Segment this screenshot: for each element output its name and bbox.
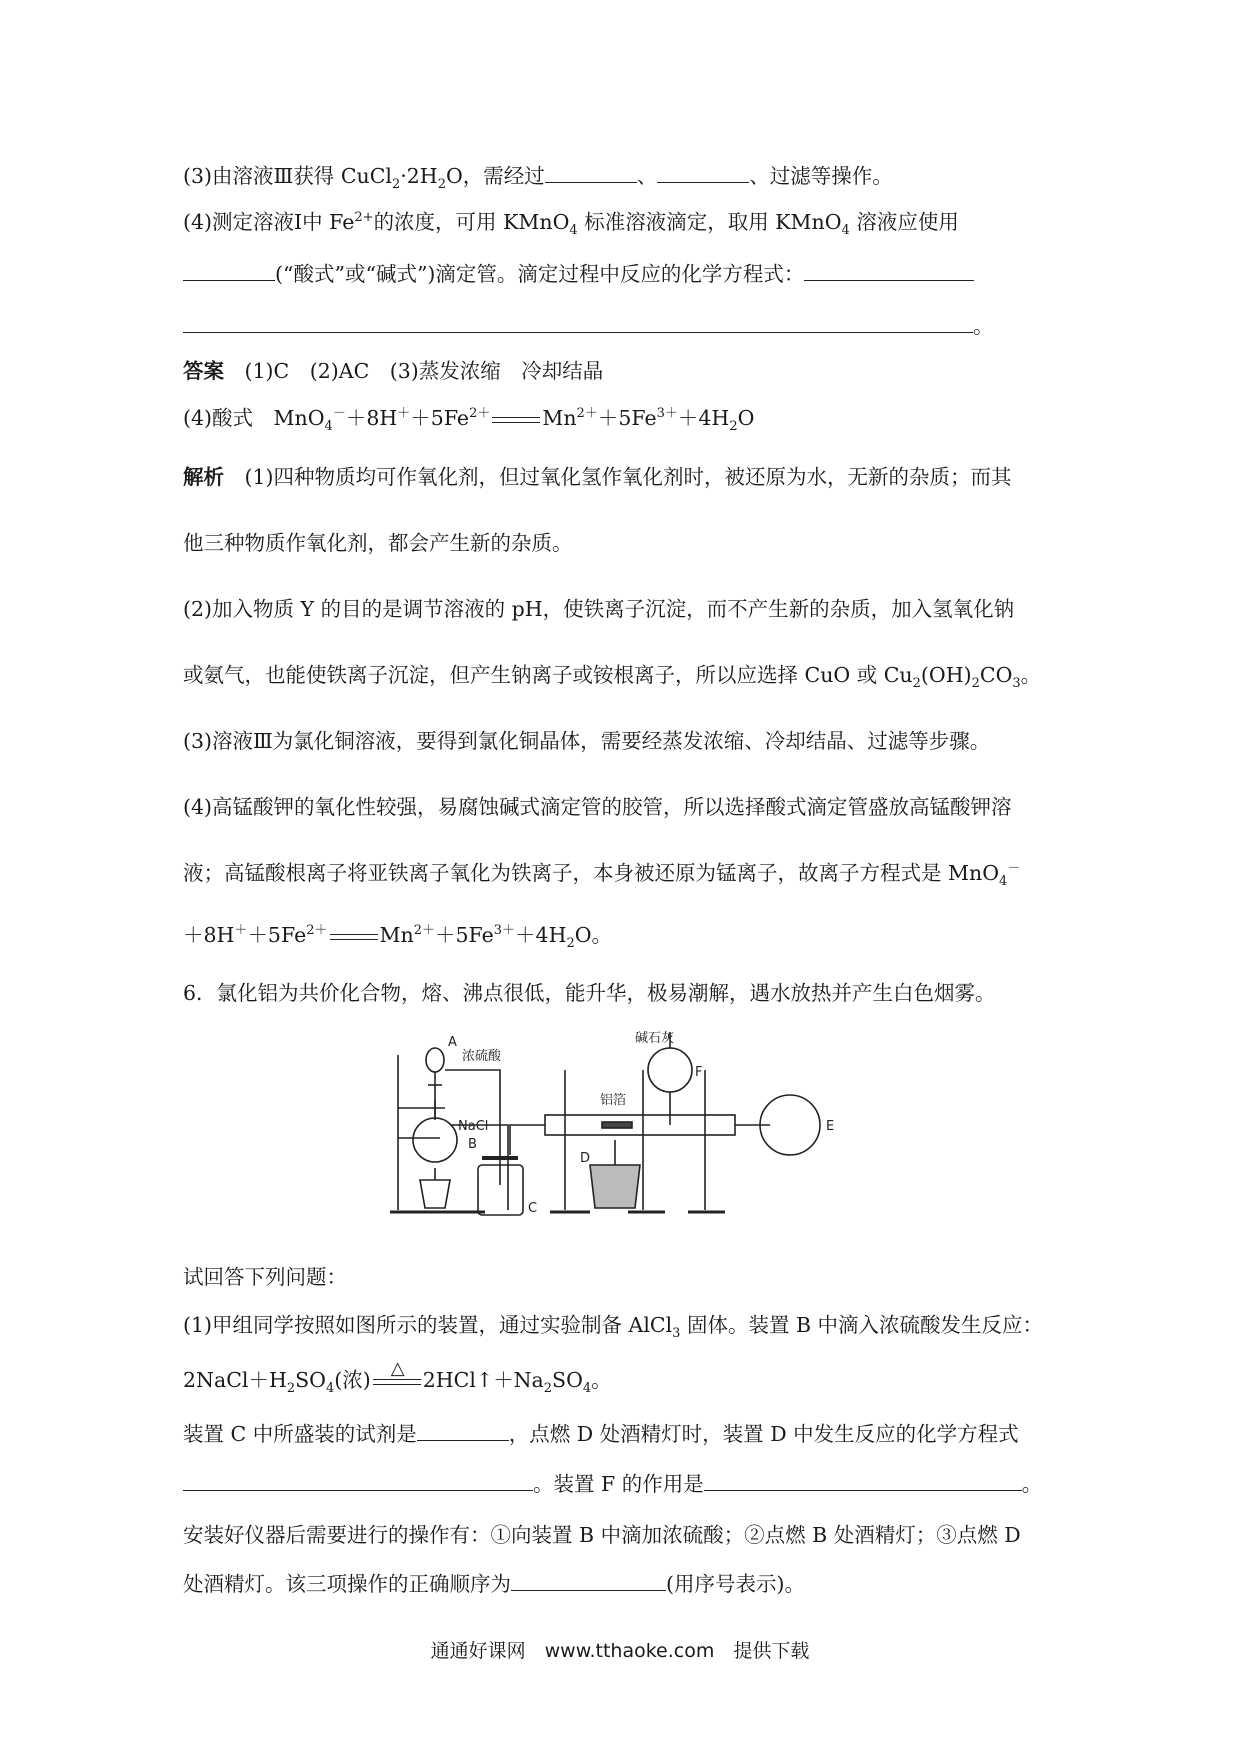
analysis-text: 液；高锰酸根离子将亚铁离子氧化为铁离子，本身被还原为锰离子，故离子方程式是 MnO <box>183 861 1000 885</box>
questions-text: (用序号表示)。 <box>666 1572 805 1596</box>
questions-text: 。 <box>1021 1472 1043 1496</box>
analysis-text: CO <box>979 663 1013 687</box>
answer-text: (1)C (2)AC (3)蒸发浓缩 冷却结晶 <box>244 359 604 383</box>
equals-sign <box>328 932 380 942</box>
answer-blank[interactable] <box>657 160 749 183</box>
answer-line2 <box>183 403 754 433</box>
analysis-text: (1)四种物质均可作氧化剂，但过氧化氢作氧化剂时，被还原为水，无新的杂质；而其 <box>244 465 1012 489</box>
answer-text: ＋8H <box>345 406 398 430</box>
label-NaCl: NaCl <box>458 1119 489 1134</box>
label-A: A <box>448 1035 457 1050</box>
answer-blank[interactable] <box>417 1418 509 1441</box>
analysis-text: 或氨气，也能使铁离子沉淀，但产生钠离子或铵根离子，所以应选择 CuO 或 Cu <box>183 663 913 687</box>
questions-text: 处酒精灯。该三项操作的正确顺序为 <box>183 1572 511 1596</box>
question-4-line3 <box>183 310 994 341</box>
label-C: C <box>528 1201 538 1216</box>
equals-sign <box>490 415 542 425</box>
analysis-p4a <box>183 792 1012 822</box>
sub: 4 <box>324 419 333 435</box>
sub: 3 <box>1012 676 1021 692</box>
sub: 4 <box>582 1381 592 1397</box>
answer-text: ＋5Fe <box>597 406 657 430</box>
analysis-text: ＋4H <box>515 923 567 947</box>
analysis-p1a <box>183 462 1012 492</box>
apparatus-figure <box>390 1030 890 1230</box>
analysis-p4b <box>183 858 1020 888</box>
sub: 4 <box>325 1381 335 1397</box>
drying-tube-F <box>648 1048 692 1092</box>
label-D: D <box>580 1151 591 1166</box>
answer-blank[interactable] <box>545 160 637 183</box>
sub: 3 <box>672 1326 681 1342</box>
analysis-text: (2)加入物质 Y 的目的是调节溶液的 pH，使铁离子沉淀，而不产生新的杂质，加入氢氧化钠 <box>183 597 1015 621</box>
q4-text: 。 <box>973 314 994 338</box>
sup: － <box>1007 861 1021 877</box>
sup: 3＋ <box>656 406 678 422</box>
questions-text: 安装好仪器后需要进行的操作有：①向装置 B 中滴加浓硫酸；②点燃 B 处酒精灯；③点燃 D <box>183 1523 1021 1547</box>
questions-text: ，点燃 D 处酒精灯时，装置 D 中发生反应的化学方程式 <box>508 1422 1019 1446</box>
label-foil: 铝箔 <box>600 1093 627 1108</box>
answer-text: O <box>737 406 755 430</box>
questions-text: SO <box>295 1368 326 1392</box>
q3-text: ·2H <box>400 164 438 188</box>
al-foil <box>602 1122 632 1128</box>
q4-text: 标准溶液滴定，取用 KMnO <box>577 210 842 234</box>
sup: 2＋ <box>576 406 598 422</box>
answer-blank[interactable] <box>804 258 974 281</box>
analysis-text: ＋5Fe <box>247 923 307 947</box>
sub: 2 <box>286 1381 296 1397</box>
questions-text: 固体。装置 B 中滴入浓硫酸发生反应： <box>680 1313 1044 1337</box>
q3-text: O，需经过 <box>445 164 545 188</box>
sup: 3＋ <box>493 923 516 939</box>
questions-intro <box>183 1262 347 1292</box>
question-4-line1 <box>183 207 959 237</box>
sub: 2 <box>566 936 575 952</box>
sub: 4 <box>841 223 850 239</box>
question-1-line5 <box>183 1520 1021 1550</box>
sub: 4 <box>999 874 1008 890</box>
label-acid: 浓硫酸 <box>462 1049 502 1064</box>
label-B: B <box>468 1137 477 1152</box>
analysis-p2b <box>183 660 1041 690</box>
question-3-line <box>183 160 893 191</box>
analysis-text: ＋8H <box>183 923 235 947</box>
question-4-line2 <box>183 258 974 289</box>
analysis-text: O。 <box>574 923 613 947</box>
analysis-p2a <box>183 594 1014 624</box>
q6-text: 6．氯化铝为共价化合物，熔、沸点很低，能升华，极易潮解，遇水放热并产生白色烟雾。 <box>183 981 996 1005</box>
answer-blank[interactable] <box>511 1568 666 1591</box>
answer-text: Mn <box>542 406 577 430</box>
question-1-line4 <box>183 1468 1042 1499</box>
sub: 2 <box>391 177 401 193</box>
answer-blank[interactable] <box>183 1468 533 1491</box>
questions-text: 。 <box>591 1368 612 1392</box>
question-6-stem <box>183 978 996 1008</box>
q3-text: 、过滤等操作。 <box>749 164 893 188</box>
questions-text: (浓) <box>334 1368 371 1392</box>
question-1-line1 <box>183 1310 1043 1340</box>
label-F: F <box>695 1065 703 1080</box>
q4-text: (4)测定溶液Ⅰ中 Fe <box>183 210 355 234</box>
analysis-text: (3)溶液Ⅲ为氯化铜溶液，要得到氯化铜晶体，需要经蒸发浓缩、冷却结晶、过滤等步骤。 <box>183 729 991 753</box>
analysis-text: Mn <box>379 923 414 947</box>
question-1-equation <box>183 1357 612 1397</box>
analysis-text: ＋5Fe <box>434 923 494 947</box>
sub: 2 <box>971 676 980 692</box>
q3-text: 、 <box>636 164 658 188</box>
answer-label: 答案 <box>183 359 224 383</box>
sub: 4 <box>569 223 578 239</box>
analysis-text: 他三种物质作氧化剂，都会产生新的杂质。 <box>183 531 573 555</box>
heat-triangle-icon: △ <box>390 1357 405 1379</box>
answer-line <box>183 356 603 386</box>
sup: 2+ <box>354 210 374 226</box>
analysis-text: (OH) <box>920 663 972 687</box>
sup: 2＋ <box>413 923 435 939</box>
questions-text: 装置 C 中所盛装的试剂是 <box>183 1422 417 1446</box>
question-1-line6 <box>183 1568 805 1599</box>
answer-text: ＋5Fe <box>410 406 470 430</box>
sup: 2＋ <box>306 923 328 939</box>
heat-equals-sign <box>371 1357 423 1387</box>
q4-text: 的浓度，可用 KMnO <box>373 210 570 234</box>
analysis-label: 解析 <box>183 465 224 489</box>
answer-text: ＋4H <box>677 406 730 430</box>
analysis-text: 。 <box>1020 663 1042 687</box>
label-soda: 碱石灰 <box>635 1031 675 1046</box>
funnel-A <box>426 1048 444 1072</box>
q3-text: (3)由溶液Ⅲ获得 CuCl <box>183 164 392 188</box>
tube-D <box>545 1115 735 1135</box>
lamp-B <box>420 1180 450 1208</box>
sub: 2 <box>729 419 738 435</box>
lamp-D <box>590 1165 640 1208</box>
sup: 2＋ <box>469 406 491 422</box>
sub: 2 <box>543 1381 553 1397</box>
sup: ＋ <box>234 923 248 939</box>
questions-text: 2NaCl＋H <box>183 1368 287 1392</box>
answer-blank[interactable] <box>183 310 973 333</box>
sub: 2 <box>912 676 921 692</box>
questions-text: 试回答下列问题： <box>183 1265 347 1289</box>
sup: ＋ <box>397 406 411 422</box>
question-1-line3 <box>183 1418 1019 1449</box>
sub: 2 <box>437 177 446 193</box>
questions-text: 。装置 F 的作用是 <box>533 1472 704 1496</box>
q4-text: (“酸式”或“碱式”)滴定管。滴定过程中反应的化学方程式： <box>275 262 805 286</box>
sup: － <box>332 406 346 422</box>
answer-blank[interactable] <box>704 1468 1022 1491</box>
questions-text: 2HCl↑＋Na <box>422 1368 544 1392</box>
analysis-p4c <box>183 920 612 950</box>
analysis-p3 <box>183 726 990 756</box>
analysis-text: (4)高锰酸钾的氧化性较强，易腐蚀碱式滴定管的胶管，所以选择酸式滴定管盛放高锰酸钾溶 <box>183 795 1012 819</box>
analysis-p1b <box>183 528 573 558</box>
questions-text: (1)甲组同学按照如图所示的装置，通过实验制备 AlCl <box>183 1313 673 1337</box>
label-E: E <box>826 1119 835 1134</box>
questions-text: SO <box>552 1368 583 1392</box>
answer-blank[interactable] <box>183 258 275 281</box>
answer-text: (4)酸式 MnO <box>183 406 325 430</box>
page-footer: 通通好课网 www.tthaoke.com 提供下载 <box>430 1640 810 1662</box>
q4-text: 溶液应使用 <box>849 210 959 234</box>
